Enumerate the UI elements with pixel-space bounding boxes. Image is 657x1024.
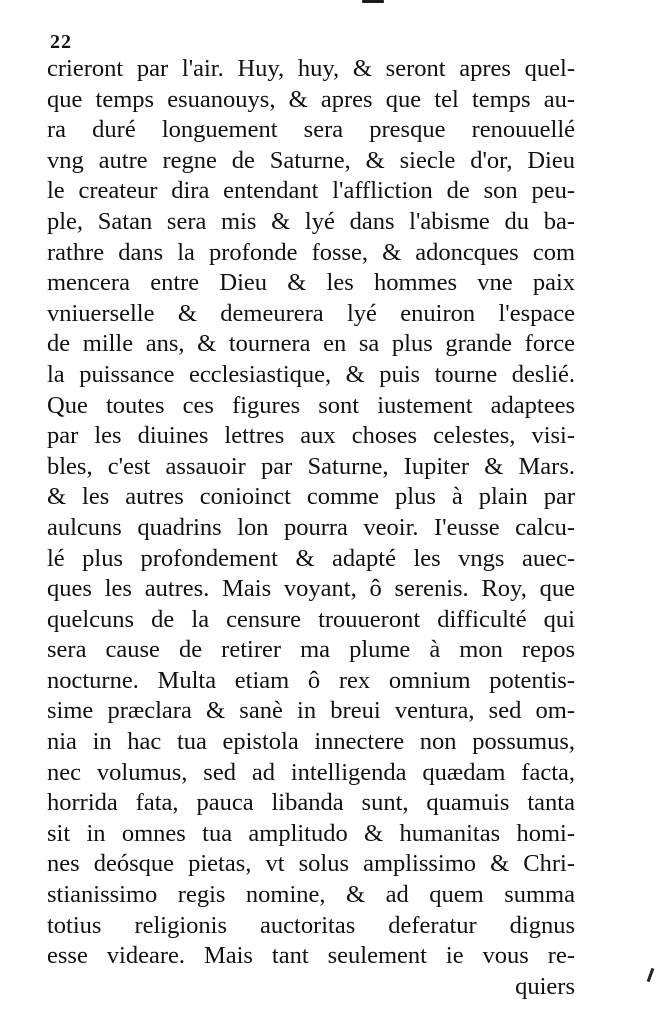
text-line: lé plus profondement & adapté les vngs auec- (47, 544, 575, 572)
text-line: ra duré longuement sera presque renouuellé (47, 116, 575, 144)
text-line: stianissimo regis nomine, & ad quem summa (47, 881, 575, 909)
text-line: horrida fata, pauca libanda sunt, quamuis tanta (47, 789, 575, 817)
text-line: ques les autres. Mais voyant, ô serenis. Roy, que (47, 575, 575, 603)
text-line: quelcuns de la censure trouueront difficulté qui (47, 605, 575, 633)
text-line: mencera entre Dieu & les hommes vne paix (47, 269, 575, 297)
text-line: de mille ans, & tournera en sa plus grande force (47, 330, 575, 358)
text-line: nec volumus, sed ad intelligenda quædam facta, (47, 758, 575, 786)
text-line: par les diuines lettres aux choses celestes, visi- (47, 422, 575, 450)
text-line: nes deósque pietas, vt solus amplissimo & Chri- (47, 850, 575, 878)
catchword: quiers (515, 972, 575, 1000)
text-line: vniuerselle & demeurera lyé enuiron l'espace (47, 299, 575, 327)
text-line: crieront par l'air. Huy, huy, & seront apres quel- (47, 55, 575, 82)
text-line: sime præclara & sanè in breui ventura, sed om- (47, 697, 575, 725)
text-line: nia in hac tua epistola innectere non possumus, (47, 728, 575, 756)
text-line: le createur dira entendant l'affliction de son peu- (47, 177, 575, 205)
text-line: totius religionis auctoritas deferatur dignus (47, 911, 575, 939)
text-line: que temps esuanouys, & apres que tel temps au- (47, 85, 575, 113)
text-line: aulcuns quadrins lon pourra veoir. I'eusse calcu- (47, 513, 575, 541)
text-line: ple, Satan sera mis & lyé dans l'abisme du ba- (47, 207, 575, 235)
text-line: nocturne. Multa etiam ô rex omnium potentis- (47, 666, 575, 694)
top-ink-mark (362, 0, 384, 3)
text-line: esse videare. Mais tant seulement ie vous re- (47, 942, 575, 970)
text-line: bles, c'est assauoir par Saturne, Iupiter & Mars. (47, 452, 575, 480)
text-line: Que toutes ces figures sont iustement adaptees (47, 391, 575, 419)
text-line: sera cause de retirer ma plume à mon repos (47, 636, 575, 664)
text-line: sit in omnes tua amplitudo & humanitas homi- (47, 819, 575, 847)
margin-ink-mark (647, 968, 655, 982)
page-number: 22 (50, 31, 72, 53)
text-line: rathre dans la profonde fosse, & adoncques com (47, 238, 575, 266)
text-line: vng autre regne de Saturne, & siecle d'or, Dieu (47, 146, 575, 174)
text-line: & les autres conioinct comme plus à plain par (47, 483, 575, 511)
body-text (47, 54, 575, 1002)
text-line: la puissance ecclesiastique, & puis tourne deslié. (47, 360, 575, 388)
